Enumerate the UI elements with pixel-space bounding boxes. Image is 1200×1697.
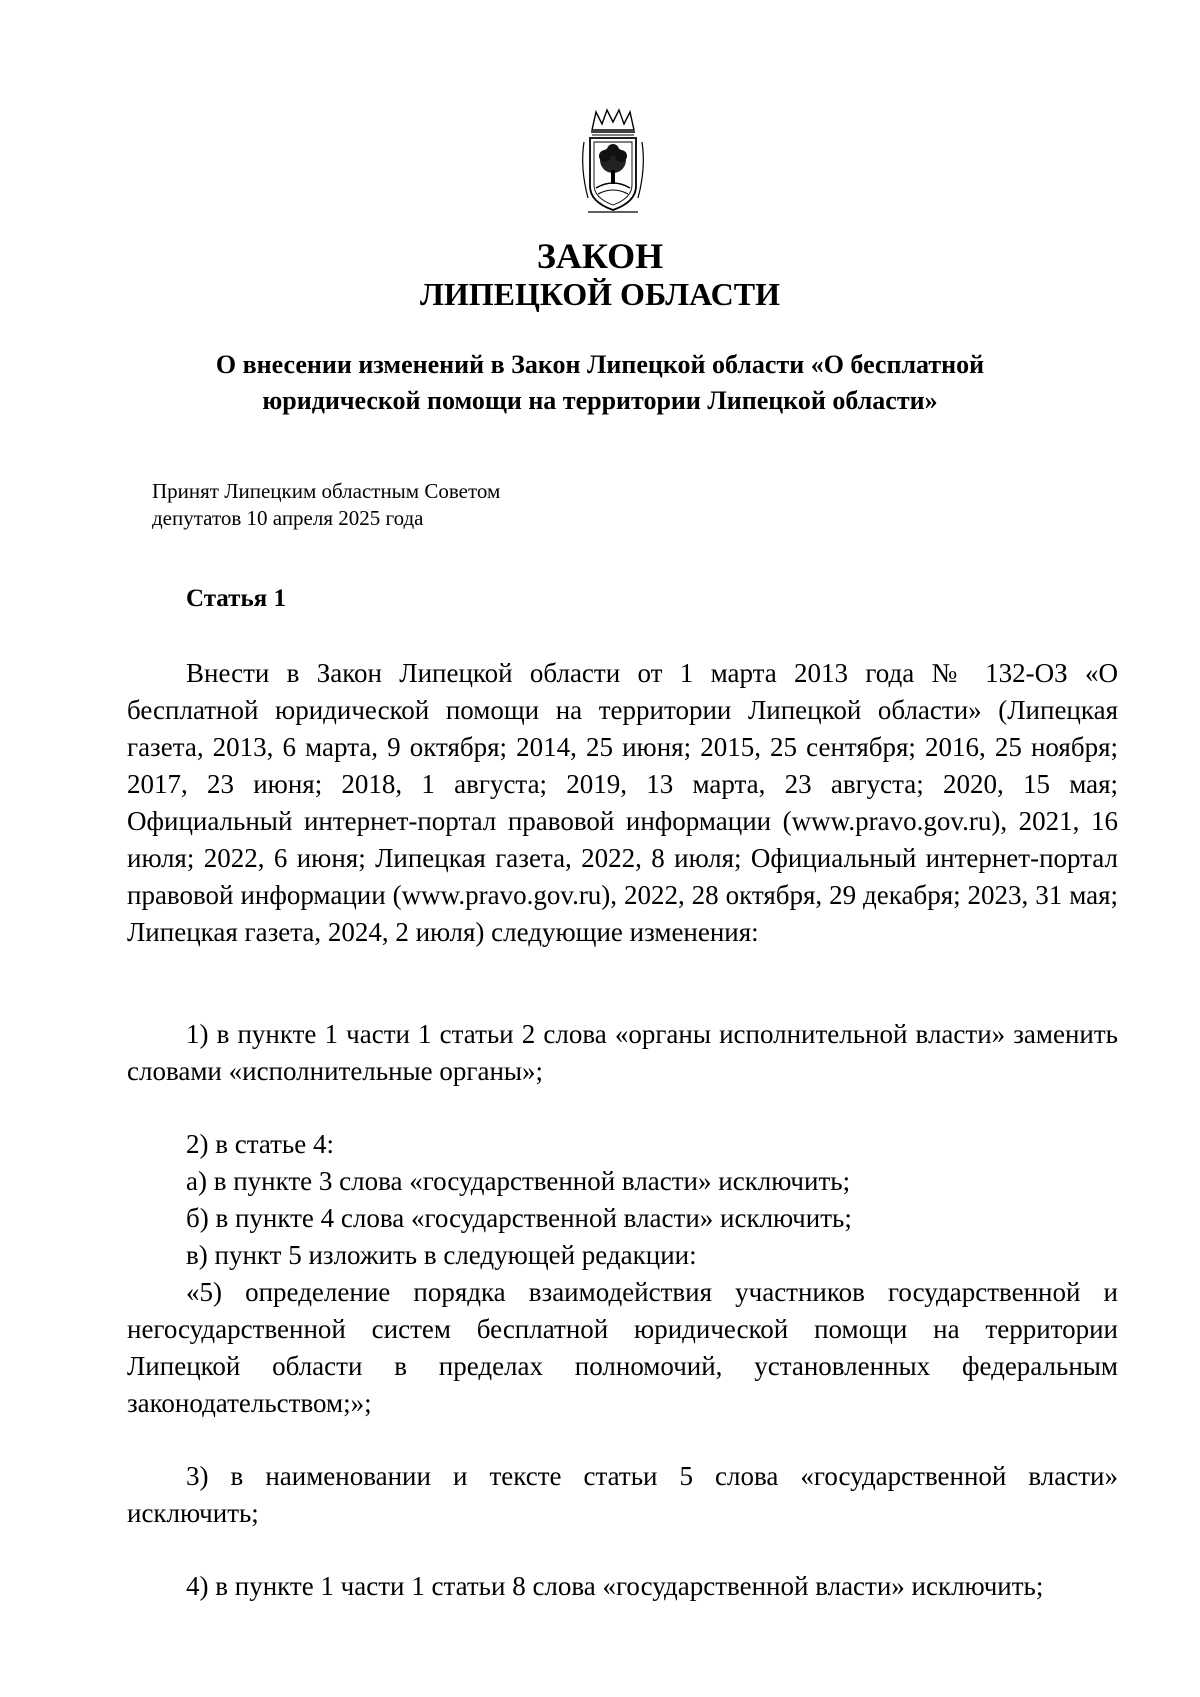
document-subject: [140, 347, 1060, 419]
item-2-b: б) в пункте 4 слова «государственной власти» исключить;: [186, 1203, 852, 1233]
item-2-quote: «5) определение порядка взаимодействия участников государственной и негосударственной систем бесплатной юридической помощи на территории Липецкой области в пределах полномочий, установленных федеральным законодательством;»;: [127, 1277, 1118, 1418]
document-title: ЗАКОН: [536, 236, 664, 276]
amendment-item-4: [127, 1568, 1118, 1605]
document-region: ЛИПЕЦКОЙ ОБЛАСТИ: [420, 276, 780, 312]
subject-line-1: О внесении изменений в Закон Липецкой области «О бесплатной: [215, 350, 985, 379]
item-2-heading: 2) в статье 4:: [186, 1129, 334, 1159]
coat-of-arms-icon: [578, 108, 648, 218]
subject-line-2: юридической помощи на территории Липецкой области»: [262, 386, 938, 415]
item-1-text: 1) в пункте 1 части 1 статьи 2 слова «органы исполнительной власти» заменить словами «исполнительные органы»;: [127, 1019, 1118, 1086]
item-2-a: а) в пункте 3 слова «государственной власти» исключить;: [186, 1166, 851, 1196]
article-intro: [127, 655, 1118, 951]
amendment-item-3: [127, 1458, 1118, 1532]
adoption-note: [152, 478, 652, 532]
amendment-item-2: [127, 1126, 1118, 1422]
item-4-text: 4) в пункте 1 части 1 статьи 8 слова «государственной власти» исключить;: [186, 1571, 1044, 1601]
article-heading: Статья 1: [186, 585, 286, 612]
adoption-line-1: Принят Липецким областным Советом: [152, 479, 501, 503]
intro-paragraph: Внести в Закон Липецкой области от 1 марта 2013 года № 132-ОЗ «О бесплатной юридической помощи на территории Липецкой области» (Липецкая газета, 2013, 6 марта, 9 октября; 2014, 25 июня; 2015, 25 сентября; 2016, 25 ноября; 2017, 23 июня; 2018, 1 августа; 2019, 13 марта, 23 августа; 2020, 15 мая; Официальный интернет-портал правовой информации (www.pravo.gov.ru), 2021, 16 июля; 2022, 6 июня; Липецкая газета, 2022, 8 июля; Официальный интернет-портал правовой информации (www.pravo.gov.ru), 2022, 28 октября, 29 декабря; 2023, 31 мая; Липецкая газета, 2024, 2 июля) следующие изменения:: [127, 658, 1118, 947]
item-3-text: 3) в наименовании и тексте статьи 5 слова «государственной власти» исключить;: [127, 1461, 1118, 1528]
amendment-item-1: [127, 1016, 1118, 1090]
adoption-line-2: депутатов 10 апреля 2025 года: [152, 506, 424, 530]
item-2-v: в) пункт 5 изложить в следующей редакции:: [186, 1240, 697, 1270]
